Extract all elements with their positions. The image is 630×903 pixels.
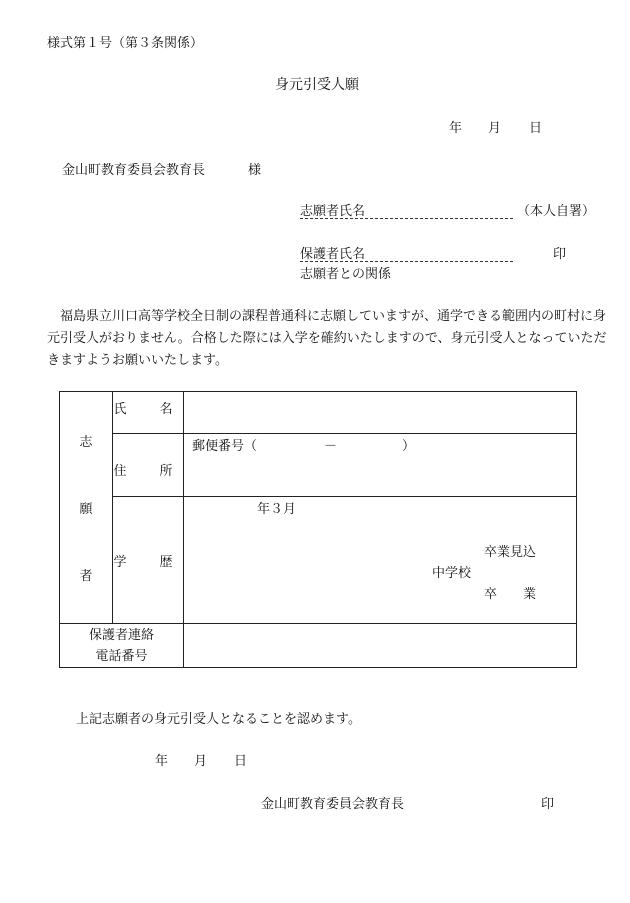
guardian-contact-label [60,624,184,668]
approval-seal-mark: 印 [541,797,555,812]
guardian-phone-input-cell[interactable] [184,624,577,668]
date-top-day: 日 [529,121,543,136]
document-title: 身元引受人願 [275,77,359,93]
date-top-month: 月 [488,121,502,136]
side-char-2: 願 [79,502,93,517]
approval-date-year: 年 [155,754,169,769]
approval-date-day: 日 [234,754,248,769]
guardian-relation-label: 志願者との関係 [300,267,392,282]
guardian-seal-mark: 印 [553,247,567,262]
addressee-name: 金山町教育委員会教育長 [62,163,206,178]
applicant-info-table [59,391,577,668]
guardian-name-label: 保護者氏名 [300,248,513,262]
name-input-cell[interactable] [184,392,577,434]
form-number: 様式第１号（第３条関係） [47,36,204,51]
approval-text: 上記志願者の身元引受人となることを認めます。 [76,712,361,727]
address-label: 住 所 [113,434,184,497]
postal-code-dash: － [324,439,338,454]
approval-signer: 金山町教育委員会教育長 [261,797,405,812]
history-input-cell[interactable] [184,497,577,624]
postal-code-close: ） [402,439,416,454]
request-body-text: 福島県立川口高等学校全日制の課程普通科に志願していますが、通学できる範囲内の町村に身元引受人がおりません。合格した際には入学を確約いたしますので、身元引受人となっていただきますようお願いいたします。 [47,309,607,368]
applicant-name-label: 志願者氏名 [300,205,513,219]
guardian-name-field[interactable] [300,248,513,262]
graduation-expected: 卒業見込 [484,545,537,560]
junior-high-school-label: 中学校 [432,566,472,581]
history-label: 学 歴 [113,497,184,624]
applicant-name-field[interactable] [300,205,513,219]
name-label: 氏 名 [113,392,184,434]
date-top-year: 年 [449,121,463,136]
graduated: 卒 業 [484,587,537,602]
applicant-side-label [60,392,113,624]
side-char-1: 志 [79,435,93,450]
graduation-year-month: 年３月 [257,502,297,517]
guardian-contact-line-2: 電話番号 [95,648,148,664]
addressee-honorific: 様 [248,163,262,178]
postal-code-label: 郵便番号（ [192,439,258,454]
address-input-cell[interactable] [184,434,577,497]
guardian-contact-line-1: 保護者連絡 [88,627,154,643]
side-char-3: 者 [79,569,93,584]
applicant-signature-note: （本人自署） [517,204,596,219]
approval-date-month: 月 [194,754,208,769]
